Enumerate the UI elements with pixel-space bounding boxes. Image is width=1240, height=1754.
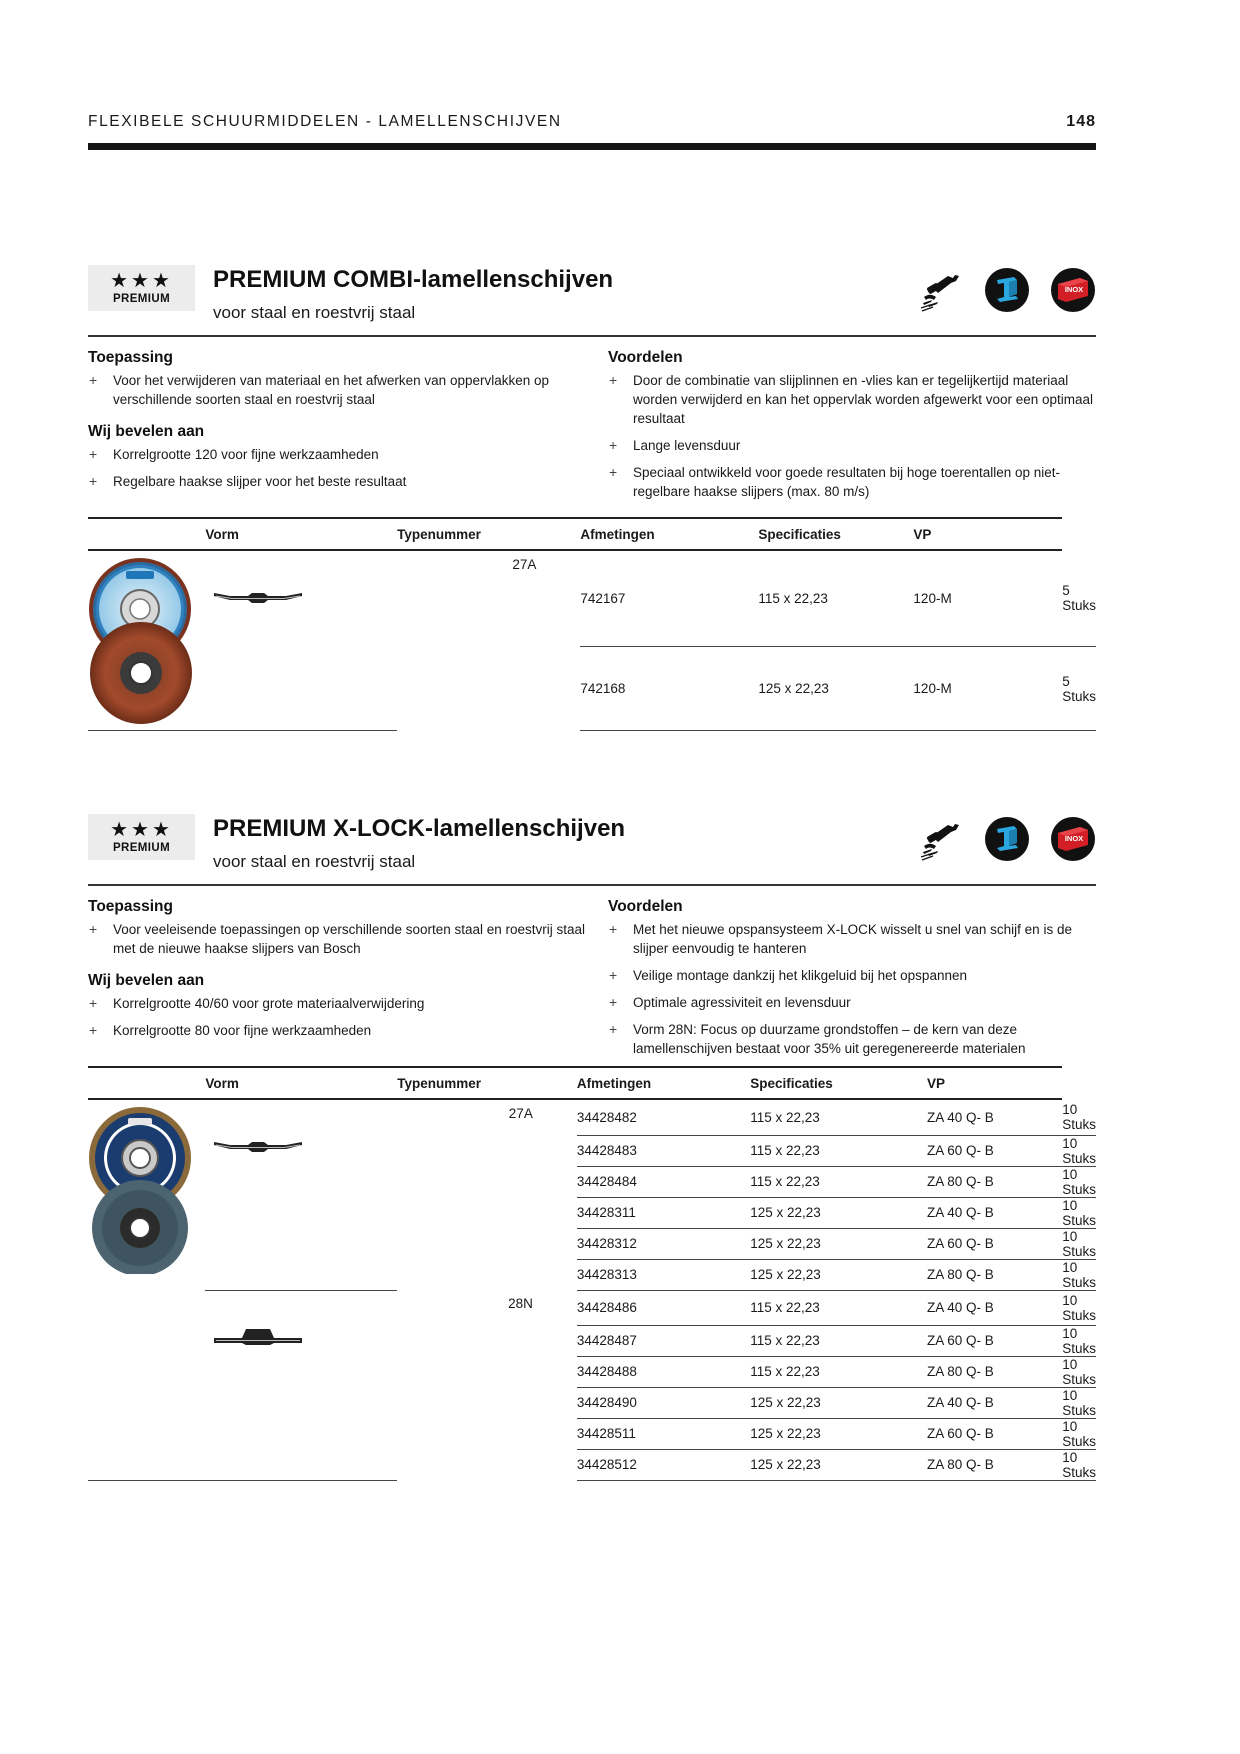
table-cell: 34428311 <box>577 1197 750 1228</box>
advantage-item <box>608 920 1096 958</box>
table-cell: 115 x 22,23 <box>750 1135 927 1166</box>
rating-stars: ★★★ <box>110 270 173 292</box>
vorm-code: 28N <box>508 1296 533 1311</box>
advantage-item <box>608 463 1096 501</box>
recommend-item <box>88 994 608 1013</box>
plus-icon: + <box>89 1022 98 1038</box>
rating-stars: ★★★ <box>110 819 173 841</box>
section-rule <box>88 335 1096 337</box>
section-title: PREMIUM COMBI-lamellenschijven <box>213 266 614 293</box>
table-header-cell: Typenummer <box>397 1067 577 1099</box>
table-cell: 34428511 <box>577 1418 750 1449</box>
advantage-text: Veilige montage dankzij het klikgeluid bij het opspannen <box>633 968 967 983</box>
table-header-cell: VP <box>927 1067 1062 1099</box>
recommend-text: Korrelgrootte 80 voor fijne werkzaamheden <box>113 1023 372 1038</box>
plus-icon: + <box>89 921 98 937</box>
advantage-item <box>608 993 1096 1012</box>
table-cell: 115 x 22,23 <box>750 1099 927 1135</box>
th-image <box>88 1067 205 1099</box>
application-list <box>88 371 608 409</box>
vorm-cell <box>397 1449 577 1480</box>
table-cell: 34428483 <box>577 1135 750 1166</box>
plus-icon: + <box>609 967 618 983</box>
badge-label: PREMIUM <box>112 842 171 854</box>
table-cell: 125 x 22,23 <box>750 1387 927 1418</box>
spec-table <box>88 1066 1096 1481</box>
table-cell: 10 Stuks <box>1062 1387 1097 1418</box>
table-cell: 115 x 22,23 <box>750 1325 927 1356</box>
advantage-text: Met het nieuwe opspansysteem X-LOCK wisselt u snel van schijf en is de slijper eenvoudig te hanteren <box>633 922 1072 956</box>
table-cell: 10 Stuks <box>1062 1449 1097 1480</box>
table-header-cell: Vorm <box>205 518 397 550</box>
table-cell: 10 Stuks <box>1062 1356 1097 1387</box>
table-cell: 125 x 22,23 <box>758 647 913 731</box>
table-cell: ZA 40 Q- B <box>927 1290 1062 1325</box>
table-cell: ZA 40 Q- B <box>927 1099 1062 1135</box>
page-number: 148 <box>1066 113 1096 130</box>
disc-profile-28n <box>212 1325 304 1349</box>
advantage-text: Vorm 28N: Focus op duurzame grondstoffen – de kern van deze lamellenschijven bestaat voor 35% uit geregenereerde materialen <box>633 1022 1026 1056</box>
right-column <box>608 349 1096 509</box>
table-cell: ZA 80 Q- B <box>927 1356 1062 1387</box>
vorm-cell <box>397 1135 577 1166</box>
table-cell: 10 Stuks <box>1062 1166 1097 1197</box>
product-image-cell <box>88 550 205 731</box>
advantage-item <box>608 371 1096 428</box>
recommend-item <box>88 472 608 491</box>
application-heading: Toepassing <box>88 898 173 915</box>
table-cell: 742167 <box>580 550 758 647</box>
table-cell: 34428488 <box>577 1356 750 1387</box>
table-header-cell: Specificaties <box>758 518 913 550</box>
section-title: PREMIUM X-LOCK-lamellenschijven <box>213 815 626 842</box>
table-header-cell: Afmetingen <box>580 518 758 550</box>
vorm-cell <box>397 550 580 647</box>
application-heading: Toepassing <box>88 349 173 366</box>
recommend-text: Korrelgrootte 40/60 voor grote materiaalverwijdering <box>113 996 425 1011</box>
table-cell: 5 Stuks <box>1062 550 1096 647</box>
table-row <box>88 1290 1096 1325</box>
recommend-item <box>88 445 608 464</box>
table-cell: 125 x 22,23 <box>750 1197 927 1228</box>
left-column <box>88 349 608 517</box>
table-cell: ZA 40 Q- B <box>927 1387 1062 1418</box>
table-header-cell: Specificaties <box>750 1067 927 1099</box>
table-cell: 115 x 22,23 <box>750 1166 927 1197</box>
table-cell: 34428490 <box>577 1387 750 1418</box>
table-cell: 34428312 <box>577 1228 750 1259</box>
header-title: FLEXIBELE SCHUURMIDDELEN - LAMELLENSCHIJVEN <box>88 113 562 130</box>
table-cell: 120-M <box>913 550 1062 647</box>
angle-grinder-icon <box>918 267 964 313</box>
table-cell: 10 Stuks <box>1062 1228 1097 1259</box>
table-header-cell: Afmetingen <box>577 1067 750 1099</box>
application-text: Voor het verwijderen van materiaal en het afwerken van oppervlakken op verschillende soorten staal en roestvrij staal <box>113 373 550 407</box>
plus-icon: + <box>609 437 618 453</box>
advantage-text: Lange levensduur <box>633 438 741 453</box>
vorm-cell <box>397 1099 577 1135</box>
advantage-item <box>608 1020 1096 1058</box>
plus-icon: + <box>89 995 98 1011</box>
plus-icon: + <box>609 1021 618 1037</box>
header-rule <box>88 143 1096 150</box>
recommend-heading: Wij bevelen aan <box>88 423 205 440</box>
vorm-cell <box>397 1290 577 1325</box>
table-cell: 125 x 22,23 <box>750 1449 927 1480</box>
table-header-row <box>88 518 1096 550</box>
vorm-code: 27A <box>508 1106 533 1121</box>
product-section-xlock <box>88 814 1096 1481</box>
table-header-cell: VP <box>913 518 1062 550</box>
product-image-cell <box>88 1099 205 1480</box>
table-cell: 10 Stuks <box>1062 1418 1097 1449</box>
flap-disc-photo <box>88 1104 196 1274</box>
plus-icon: + <box>89 446 98 462</box>
table-cell: 10 Stuks <box>1062 1135 1097 1166</box>
section-header <box>88 814 1096 898</box>
section-header <box>88 265 1096 349</box>
table-cell: 742168 <box>580 647 758 731</box>
left-column <box>88 898 608 1066</box>
table-cell: 125 x 22,23 <box>750 1418 927 1449</box>
advantage-text: Optimale agressiviteit en levensduur <box>633 995 851 1010</box>
steel-icon <box>984 267 1030 313</box>
table-cell: 34428484 <box>577 1166 750 1197</box>
table-cell: 10 Stuks <box>1062 1290 1096 1325</box>
table-cell: ZA 60 Q- B <box>927 1325 1062 1356</box>
table-cell: 115 x 22,23 <box>758 550 913 647</box>
inox-label: INOX <box>1064 285 1084 294</box>
badge-label: PREMIUM <box>112 293 171 305</box>
profile-cell <box>205 550 397 731</box>
table-cell: 115 x 22,23 <box>750 1290 927 1325</box>
inox-icon <box>1050 267 1096 313</box>
recommend-heading: Wij bevelen aan <box>88 972 205 989</box>
section-subtitle: voor staal en roestvrij staal <box>213 852 416 871</box>
flap-disc-photo <box>88 555 196 725</box>
page-header <box>88 110 1096 134</box>
advantages-heading: Voordelen <box>608 349 683 366</box>
application-item <box>88 371 608 409</box>
vorm-cell <box>397 1166 577 1197</box>
recommend-list <box>88 994 608 1040</box>
vorm-cell <box>397 1356 577 1387</box>
advantage-item <box>608 966 1096 985</box>
inox-label: INOX <box>1064 834 1084 843</box>
table-header-cell: Typenummer <box>397 518 580 550</box>
advantages-list <box>608 920 1096 1058</box>
table-cell: ZA 80 Q- B <box>927 1449 1062 1480</box>
right-column <box>608 898 1096 1066</box>
table-cell: 125 x 22,23 <box>750 1228 927 1259</box>
table-cell: 34428512 <box>577 1449 750 1480</box>
table-cell: 10 Stuks <box>1062 1099 1096 1135</box>
table-cell: 125 x 22,23 <box>750 1259 927 1290</box>
table-cell: 34428482 <box>577 1099 750 1135</box>
table-cell: 115 x 22,23 <box>750 1356 927 1387</box>
profile-cell <box>205 1099 397 1290</box>
table-cell: 34428313 <box>577 1259 750 1290</box>
profile-cell <box>205 1290 397 1480</box>
section-rule <box>88 884 1096 886</box>
plus-icon: + <box>89 372 98 388</box>
angle-grinder-icon <box>918 816 964 862</box>
table-cell: 34428486 <box>577 1290 750 1325</box>
vorm-code: 27A <box>512 557 537 572</box>
table-cell: 10 Stuks <box>1062 1325 1097 1356</box>
table-cell: 10 Stuks <box>1062 1197 1097 1228</box>
table-cell: 5 Stuks <box>1062 647 1096 731</box>
vorm-cell <box>397 1259 577 1290</box>
table-header-row <box>88 1067 1096 1099</box>
table-cell: ZA 80 Q- B <box>927 1166 1062 1197</box>
table-cell: 10 Stuks <box>1062 1259 1097 1290</box>
recommend-text: Regelbare haakse slijper voor het beste resultaat <box>113 474 407 489</box>
vorm-cell <box>397 1325 577 1356</box>
disc-profile-27a <box>212 1136 304 1156</box>
plus-icon: + <box>89 473 98 489</box>
application-text: Voor veeleisende toepassingen op verschillende soorten staal en roestvrij staal met de nieuwe haakse slijpers van Bosch <box>113 922 586 956</box>
plus-icon: + <box>609 921 618 937</box>
plus-icon: + <box>609 994 618 1010</box>
table-cell: ZA 40 Q- B <box>927 1197 1062 1228</box>
vorm-cell <box>397 647 580 731</box>
table-cell: ZA 80 Q- B <box>927 1259 1062 1290</box>
advantages-list <box>608 371 1096 501</box>
section-details <box>88 349 1096 517</box>
vorm-cell <box>397 1418 577 1449</box>
premium-badge <box>88 814 195 860</box>
disc-profile-27a <box>212 587 304 607</box>
plus-icon: + <box>609 372 618 388</box>
inox-icon <box>1050 816 1096 862</box>
table-cell: 34428487 <box>577 1325 750 1356</box>
section-subtitle: voor staal en roestvrij staal <box>213 303 416 322</box>
advantage-text: Speciaal ontwikkeld voor goede resultaten bij hoge toerentallen op niet-regelbare haakse slijpers (max. 80 m/s) <box>633 465 1061 499</box>
material-icons <box>918 816 1096 862</box>
advantage-item <box>608 436 1096 455</box>
application-list <box>88 920 608 958</box>
recommend-list <box>88 445 608 491</box>
steel-icon <box>984 816 1030 862</box>
vorm-cell <box>397 1228 577 1259</box>
table-cell: 120-M <box>913 647 1062 731</box>
premium-badge <box>88 265 195 311</box>
spec-table <box>88 517 1096 731</box>
recommend-item <box>88 1021 608 1040</box>
application-item <box>88 920 608 958</box>
section-details <box>88 898 1096 1066</box>
table-header-cell: Vorm <box>205 1067 397 1099</box>
recommend-text: Korrelgrootte 120 voor fijne werkzaamheden <box>113 447 379 462</box>
plus-icon: + <box>609 464 618 480</box>
table-cell: ZA 60 Q- B <box>927 1418 1062 1449</box>
table-row <box>88 550 1096 647</box>
material-icons <box>918 267 1096 313</box>
table-cell: ZA 60 Q- B <box>927 1228 1062 1259</box>
table-cell: ZA 60 Q- B <box>927 1135 1062 1166</box>
vorm-cell <box>397 1197 577 1228</box>
vorm-cell <box>397 1387 577 1418</box>
advantage-text: Door de combinatie van slijplinnen en -vlies kan er tegelijkertijd materiaal worden verwijderd en kan het oppervlak worden afgewerkt voor een optimaal resultaat <box>633 373 1094 426</box>
advantages-heading: Voordelen <box>608 898 683 915</box>
product-section-combi <box>88 265 1096 731</box>
th-image <box>88 518 205 550</box>
table-row <box>88 1099 1096 1135</box>
